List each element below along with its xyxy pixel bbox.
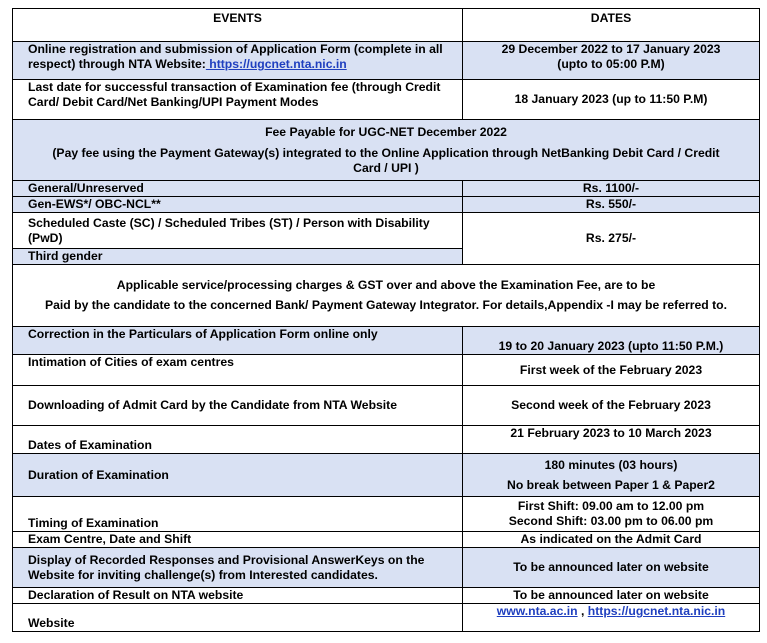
duration-date: 180 minutes (03 hours) No break between Paper 1 & Paper2 — [463, 454, 760, 497]
row-centre — [13, 532, 760, 548]
exam-dates-event: Dates of Examination — [13, 426, 463, 454]
charges-line2: Paid by the candidate to the concerned Bank/ Payment Gateway Integrator. For details,Appendix -I may be referred to. — [45, 298, 727, 312]
nta-link[interactable]: www.nta.ac.in — [496, 604, 578, 618]
row-registration — [13, 42, 760, 80]
events-header: EVENTS — [13, 9, 463, 42]
fee-payable-note: (Pay fee using the Payment Gateway(s) integrated to the Online Application through NetBanking Debit Card / Credit Card / UPI ) — [52, 145, 720, 175]
admit-card-date: Second week of the February 2023 — [463, 386, 760, 426]
registration-link[interactable]: https://ugcnet.nta.nic.in — [205, 57, 347, 71]
charges-line1: Applicable service/processing charges & GST over and above the Examination Fee, are to be — [116, 278, 656, 292]
sc-st-pwd-fee: Rs. 275/- — [463, 213, 760, 265]
duration-event: Duration of Examination — [13, 454, 463, 497]
third-gender-category: Third gender — [13, 249, 463, 265]
result-event: Declaration of Result on NTA website — [13, 588, 463, 604]
website-links: www.nta.ac.in , https://ugcnet.nta.nic.in — [463, 604, 760, 632]
row-responses — [13, 548, 760, 588]
correction-event: Correction in the Particulars of Application Form online only — [13, 327, 463, 355]
registration-date: 29 December 2022 to 17 January 2023 (upto to 05:00 P.M) — [463, 42, 760, 80]
fee-payable-cell — [13, 120, 760, 181]
fee-transaction-event: Last date for successful transaction of Examination fee (through Credit Card/ Debit Card/Net Banking/UPI Payment Modes — [13, 80, 463, 120]
ews-obc-category: Gen-EWS*/ OBC-NCL** — [13, 197, 463, 213]
cities-date: First week of the February 2023 — [463, 355, 760, 386]
row-website — [13, 604, 760, 632]
row-exam-dates — [13, 426, 760, 454]
admit-card-event: Downloading of Admit Card by the Candidate from NTA Website — [13, 386, 463, 426]
row-admit-card — [13, 386, 760, 426]
row-duration — [13, 454, 760, 497]
registration-event: Online registration and submission of Application Form (complete in all respect) through NTA Website: https://ugcnet.nta.nic.in — [13, 42, 463, 80]
row-fee-transaction — [13, 80, 760, 120]
row-result — [13, 588, 760, 604]
general-category: General/Unreserved — [13, 181, 463, 197]
timing-event: Timing of Examination — [13, 497, 463, 532]
row-charges — [13, 265, 760, 327]
row-sc-st-pwd — [13, 213, 760, 249]
row-fee-payable — [13, 120, 760, 181]
charges-cell — [13, 265, 760, 327]
sc-st-pwd-category: Scheduled Caste (SC) / Scheduled Tribes (ST) / Person with Disability (PwD) — [13, 213, 463, 249]
row-correction — [13, 327, 760, 355]
centre-date: As indicated on the Admit Card — [463, 532, 760, 548]
row-general — [13, 181, 760, 197]
dates-header: DATES — [463, 9, 760, 42]
general-fee: Rs. 1100/- — [463, 181, 760, 197]
cities-event: Intimation of Cities of exam centres — [13, 355, 463, 386]
header-row — [13, 9, 760, 42]
exam-dates-date: 21 February 2023 to 10 March 2023 — [463, 426, 760, 454]
website-event: Website — [13, 604, 463, 632]
result-date: To be announced later on website — [463, 588, 760, 604]
responses-event: Display of Recorded Responses and Provisional AnswerKeys on the Website for inviting challenge(s) from Interested candidates. — [13, 548, 463, 588]
centre-event: Exam Centre, Date and Shift — [13, 532, 463, 548]
row-timing — [13, 497, 760, 532]
row-ews-obc — [13, 197, 760, 213]
fee-transaction-date: 18 January 2023 (up to 11:50 P.M) — [463, 80, 760, 120]
responses-date: To be announced later on website — [463, 548, 760, 588]
timing-date: First Shift: 09.00 am to 12.00 pm Second Shift: 03.00 pm to 06.00 pm — [463, 497, 760, 532]
ugcnet-link[interactable]: https://ugcnet.nta.nic.in — [587, 604, 726, 618]
row-cities — [13, 355, 760, 386]
correction-date: 19 to 20 January 2023 (upto 11:50 P.M.) — [463, 327, 760, 355]
ews-obc-fee: Rs. 550/- — [463, 197, 760, 213]
fee-payable-title: Fee Payable for UGC-NET December 2022 — [265, 124, 507, 139]
schedule-table — [12, 8, 760, 632]
